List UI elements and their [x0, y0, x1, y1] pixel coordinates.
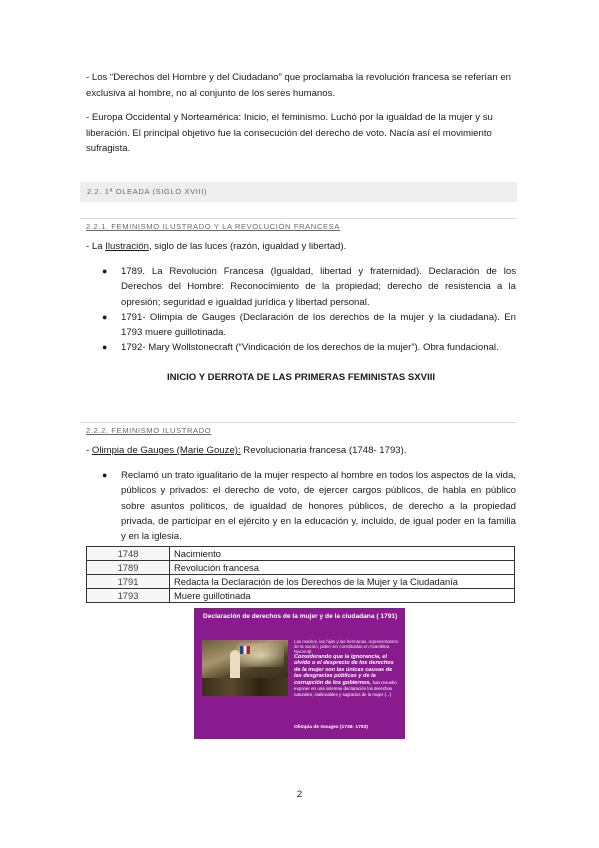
painting-crowd — [202, 678, 288, 696]
subsection-heading-1: 2.2.1. FEMINISMO ILUSTRADO Y LA REVOLUCIÓN FRANCESA — [86, 222, 340, 231]
bullet-icon: ● — [102, 311, 108, 322]
subsection-heading-2: 2.2.2. FEMINISMO ILUSTRADO — [86, 426, 212, 435]
list-item — [100, 264, 516, 310]
page-number: 2 — [296, 789, 303, 800]
list-item — [100, 468, 516, 544]
lead-suffix: , siglo de las luces (razón, igualdad y libertad). — [148, 241, 347, 252]
olimpia-lead — [86, 443, 516, 459]
list-item — [100, 340, 516, 355]
table-row — [87, 561, 515, 575]
bullet-icon: ● — [102, 266, 108, 276]
list-item — [100, 310, 516, 341]
declaration-slide-image — [194, 608, 405, 739]
intro-text-2: - Europa Occidental y Norteamérica: Inicio, el feminismo. Luchó por la igualdad de la mujer y su liberación. El principal objetivo fue la consecución del derecho de voto. Nacía así el movimiento sufragista. — [86, 112, 493, 154]
divider — [80, 422, 517, 423]
painting-figure — [230, 650, 240, 680]
table-row — [87, 575, 515, 589]
bullet-text: 1789. La Revolución Francesa (Igualdad, libertad y fraternidad). Declaración de los Derechos del Hombre: Reconocimiento de la propiedad; derecho de resistencia a la opresión; seguridad e igualdad jurídica y libertad personal. — [121, 266, 516, 308]
timeline-event: Revolución francesa — [170, 561, 515, 575]
timeline-table — [86, 546, 515, 603]
liberty-painting-image — [202, 640, 288, 696]
slide-quote — [294, 654, 398, 699]
table-row — [87, 589, 515, 603]
slide-quote-tail: han resuelto exponer en una solemne declaración los derechos naturales, inalienables y sagrados de la mujer (...) — [294, 679, 397, 698]
lead-prefix: - — [86, 445, 92, 456]
intro-paragraph-1 — [86, 70, 516, 101]
bullet-text: Reclamó un trato igualitario de la mujer respecto al hombre en todos los aspectos de la vida, públicos y privados: el derecho de voto, de ejercer cargos públicos, de habla en público sobre asuntos políticos, de igualdad de honores públicos, de derecho a la propiedad privada, de participar en el ejército y en la educación y, incluido, de igual poder en la familia y en la iglesia. — [121, 470, 516, 543]
section-heading: 2.2. 1ª OLEADA (SIGLO XVIII) — [80, 182, 517, 202]
illustration-link: Ilustración — [105, 241, 149, 252]
olimpia-bullet-list — [100, 468, 516, 544]
timeline-year: 1748 — [87, 547, 170, 561]
timeline-event: Nacimiento — [170, 547, 515, 561]
bullet-icon: ● — [102, 342, 108, 353]
timeline-event: Redacta la Declaración de los Derechos de la Mujer y la Ciudadanía — [170, 575, 515, 589]
bullet-icon: ● — [102, 470, 108, 480]
timeline-year: 1789 — [87, 561, 170, 575]
bullet-text: 1791- Olimpia de Gauges (Declaración de los derechos de la mujer y la ciudadana). En 1793 muere guillotinada. — [121, 311, 516, 339]
timeline-event: Muere guillotinada — [170, 589, 515, 603]
bullet-text: 1792- Mary Wollstonecraft (“Vindicación de los derechos de la mujer”). Obra fundacional. — [121, 342, 499, 354]
lead-suffix: Revolucionaria francesa (1748- 1793). — [240, 445, 407, 456]
slide-quote-text: Considerando que la ignorancia, el olvido o el desprecio de los derechos de la mujer son las únicas causas de las desgracias públicas y de la corrupción de los gobiernos, — [294, 654, 394, 686]
feminists-title: INICIO Y DERROTA DE LAS PRIMERAS FEMINISTAS SXVIII — [166, 372, 436, 383]
intro-paragraph-2 — [86, 110, 516, 157]
olimpia-link: Olimpia de Gauges (Marie Gouze): — [91, 445, 241, 456]
timeline-year: 1793 — [87, 589, 170, 603]
lead-prefix: - La — [86, 241, 106, 252]
slide-small-text: Las madres, las hijas y las hermanas, representantes de la nación, piden ser constituidas en Asamblea Nacional. — [294, 639, 398, 654]
revolution-bullet-list — [100, 264, 516, 356]
illustration-lead — [86, 239, 516, 255]
timeline-year: 1791 — [87, 575, 170, 589]
table-row — [87, 547, 515, 561]
slide-title: Declaración de derechos de la mujer y de la ciudadana ( 1791) — [203, 613, 398, 620]
divider — [80, 218, 517, 219]
slide-author: Olimpia de Gouges (1748- 1793) — [294, 725, 368, 730]
intro-text-1: - Los “Derechos del Hombre y del Ciudadano” que proclamaba la revolución francesa se referían en exclusiva al hombre, no al conjunto de los seres humanos. — [86, 72, 512, 99]
flag-icon — [240, 646, 250, 654]
